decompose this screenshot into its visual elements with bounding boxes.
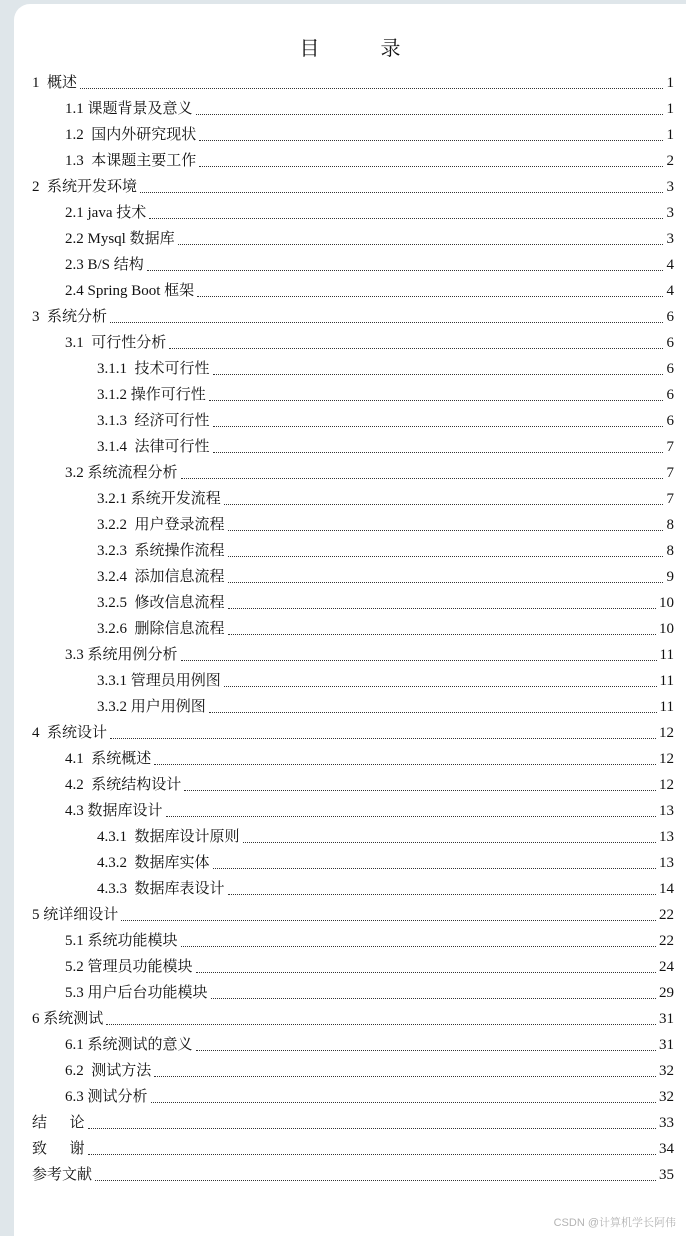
toc-entry-page-number: 31 <box>659 1037 674 1053</box>
toc-entry-page-number: 4 <box>666 283 674 299</box>
toc-entry-label: 2 系统开发环境 <box>32 179 138 195</box>
toc-entry-label: 3 系统分析 <box>32 309 108 325</box>
toc-entry-label: 4 系统设计 <box>32 725 108 741</box>
document-page <box>14 4 686 1236</box>
toc-entry-label: 6.1 系统测试的意义 <box>65 1037 193 1053</box>
dot-leader <box>209 399 663 401</box>
toc-entry-page-number: 7 <box>666 465 674 481</box>
dot-leader <box>184 789 656 791</box>
toc-entry[interactable] <box>14 667 686 693</box>
dot-leader <box>196 971 656 973</box>
toc-entry-page-number: 13 <box>659 829 674 845</box>
dot-leader <box>166 815 656 817</box>
dot-leader <box>213 451 663 453</box>
dot-leader <box>209 711 657 713</box>
toc-entry[interactable] <box>14 719 686 745</box>
toc-title: 目 录 <box>299 38 429 60</box>
dot-leader <box>151 1101 656 1103</box>
toc-entry-page-number: 1 <box>666 75 674 91</box>
toc-entry-label: 4.3.3 数据库表设计 <box>97 881 225 897</box>
toc-entry-label: 4.2 系统结构设计 <box>65 777 182 793</box>
toc-entry[interactable] <box>14 953 686 979</box>
toc-entry-page-number: 33 <box>659 1115 674 1131</box>
toc-entry[interactable] <box>14 901 686 927</box>
toc-entry-label: 4.1 系统概述 <box>65 751 152 767</box>
toc-entry[interactable] <box>14 69 686 95</box>
toc-entry[interactable] <box>14 407 686 433</box>
toc-entry[interactable] <box>14 173 686 199</box>
dot-leader <box>228 555 663 557</box>
toc-entry-label: 致 谢 <box>32 1141 85 1157</box>
toc-entry[interactable] <box>14 1005 686 1031</box>
toc-entry-page-number: 10 <box>659 621 674 637</box>
toc-entry[interactable] <box>14 511 686 537</box>
toc-entry-page-number: 6 <box>666 361 674 377</box>
dot-leader <box>228 607 656 609</box>
dot-leader <box>178 243 663 245</box>
toc-entry-page-number: 31 <box>659 1011 674 1027</box>
toc-entry[interactable] <box>14 641 686 667</box>
toc-entry[interactable] <box>14 1057 686 1083</box>
toc-entry[interactable] <box>14 329 686 355</box>
toc-entry-page-number: 35 <box>659 1167 674 1183</box>
toc-entry-label: 3.2.1 系统开发流程 <box>97 491 221 507</box>
dot-leader <box>196 1049 656 1051</box>
dot-leader <box>121 919 656 921</box>
toc-entry[interactable] <box>14 1161 686 1187</box>
toc-entry-label: 3.1.1 技术可行性 <box>97 361 210 377</box>
dot-leader <box>88 1153 656 1155</box>
toc-entry-label: 3.3.2 用户用例图 <box>97 699 206 715</box>
toc-entry-label: 结 论 <box>32 1115 85 1131</box>
toc-entry[interactable] <box>14 1031 686 1057</box>
toc-entry[interactable] <box>14 745 686 771</box>
toc-entry-label: 6.2 测试方法 <box>65 1063 152 1079</box>
toc-entry-page-number: 10 <box>659 595 674 611</box>
toc-entry-page-number: 14 <box>659 881 674 897</box>
toc-entry-page-number: 12 <box>659 777 674 793</box>
toc-entry-page-number: 6 <box>666 413 674 429</box>
toc-entry[interactable] <box>14 693 686 719</box>
dot-leader <box>181 659 657 661</box>
toc-entry-label: 1.2 国内外研究现状 <box>65 127 197 143</box>
toc-entry[interactable] <box>14 303 686 329</box>
toc-entry[interactable] <box>14 277 686 303</box>
toc-entry-page-number: 1 <box>666 101 674 117</box>
toc-entry[interactable] <box>14 225 686 251</box>
dot-leader <box>213 867 656 869</box>
toc-entry[interactable] <box>14 147 686 173</box>
toc-entry[interactable] <box>14 1135 686 1161</box>
toc-entry[interactable] <box>14 433 686 459</box>
toc-entry[interactable] <box>14 1109 686 1135</box>
toc-entry-page-number: 3 <box>666 179 674 195</box>
dot-leader <box>88 1127 656 1129</box>
toc-entry[interactable] <box>14 537 686 563</box>
toc-entry-label: 5 统详细设计 <box>32 907 119 923</box>
dot-leader <box>224 685 657 687</box>
toc-entry-label: 3.1.2 操作可行性 <box>97 387 206 403</box>
toc-entry-page-number: 8 <box>666 517 674 533</box>
toc-entry-page-number: 24 <box>659 959 674 975</box>
dot-leader <box>140 191 663 193</box>
toc-entry-label: 5.1 系统功能模块 <box>65 933 178 949</box>
dot-leader <box>110 737 656 739</box>
dot-leader <box>211 997 656 999</box>
toc-entry-page-number: 11 <box>659 699 674 715</box>
toc-entry[interactable] <box>14 875 686 901</box>
toc-entry-page-number: 11 <box>659 673 674 689</box>
toc-entry-page-number: 6 <box>666 309 674 325</box>
toc-entry-label: 5.2 管理员功能模块 <box>65 959 193 975</box>
toc-entry-page-number: 32 <box>659 1063 674 1079</box>
toc-entry-label: 1.1 课题背景及意义 <box>65 101 193 117</box>
toc-entry-page-number: 12 <box>659 751 674 767</box>
dot-leader <box>95 1179 656 1181</box>
dot-leader <box>181 945 656 947</box>
toc-entry-label: 5.3 用户后台功能模块 <box>65 985 208 1001</box>
toc-entry-page-number: 22 <box>659 933 674 949</box>
dot-leader <box>154 763 656 765</box>
dot-leader <box>197 295 663 297</box>
table-of-contents <box>14 69 686 1187</box>
toc-entry-label: 2.4 Spring Boot 框架 <box>65 283 195 299</box>
toc-entry-label: 3.2.6 删除信息流程 <box>97 621 225 637</box>
toc-entry[interactable] <box>14 563 686 589</box>
toc-entry-page-number: 7 <box>666 439 674 455</box>
toc-entry-label: 3.2.3 系统操作流程 <box>97 543 225 559</box>
dot-leader <box>154 1075 656 1077</box>
toc-entry-label: 3.2.5 修改信息流程 <box>97 595 225 611</box>
toc-entry-label: 4.3.2 数据库实体 <box>97 855 210 871</box>
toc-entry-label: 参考文献 <box>32 1167 93 1183</box>
toc-entry[interactable] <box>14 823 686 849</box>
dot-leader <box>243 841 656 843</box>
dot-leader <box>228 633 656 635</box>
dot-leader <box>181 477 663 479</box>
toc-entry-page-number: 1 <box>666 127 674 143</box>
toc-entry-page-number: 6 <box>666 387 674 403</box>
toc-entry-page-number: 32 <box>659 1089 674 1105</box>
toc-entry[interactable] <box>14 589 686 615</box>
toc-entry-label: 4.3 数据库设计 <box>65 803 163 819</box>
toc-entry-label: 3.3 系统用例分析 <box>65 647 178 663</box>
toc-entry-label: 1.3 本课题主要工作 <box>65 153 197 169</box>
toc-entry[interactable] <box>14 459 686 485</box>
toc-entry-label: 6 系统测试 <box>32 1011 104 1027</box>
toc-entry-page-number: 12 <box>659 725 674 741</box>
toc-entry-label: 3.2.2 用户登录流程 <box>97 517 225 533</box>
toc-entry-label: 4.3.1 数据库设计原则 <box>97 829 240 845</box>
toc-entry-label: 3.1.4 法律可行性 <box>97 439 210 455</box>
dot-leader <box>196 113 663 115</box>
toc-entry-page-number: 4 <box>666 257 674 273</box>
toc-entry-label: 1 概述 <box>32 75 78 91</box>
toc-entry[interactable] <box>14 771 686 797</box>
watermark: CSDN @计算机学长阿伟 <box>553 1217 676 1229</box>
toc-entry-label: 3.1.3 经济可行性 <box>97 413 210 429</box>
dot-leader <box>213 373 663 375</box>
toc-entry-label: 3.3.1 管理员用例图 <box>97 673 221 689</box>
dot-leader <box>228 529 663 531</box>
toc-entry-page-number: 22 <box>659 907 674 923</box>
toc-entry[interactable] <box>14 199 686 225</box>
toc-entry[interactable] <box>14 979 686 1005</box>
toc-entry[interactable] <box>14 95 686 121</box>
dot-leader <box>169 347 663 349</box>
toc-entry[interactable] <box>14 615 686 641</box>
toc-entry-label: 2.3 B/S 结构 <box>65 257 144 273</box>
toc-entry-page-number: 11 <box>659 647 674 663</box>
dot-leader <box>149 217 663 219</box>
toc-entry-label: 2.1 java 技术 <box>65 205 147 221</box>
toc-entry[interactable] <box>14 251 686 277</box>
toc-entry-page-number: 29 <box>659 985 674 1001</box>
dot-leader <box>228 893 656 895</box>
toc-entry-page-number: 2 <box>666 153 674 169</box>
toc-entry-page-number: 8 <box>666 543 674 559</box>
toc-entry-label: 2.2 Mysql 数据库 <box>65 231 175 247</box>
toc-entry-page-number: 3 <box>666 205 674 221</box>
toc-entry[interactable] <box>14 381 686 407</box>
toc-entry-page-number: 3 <box>666 231 674 247</box>
dot-leader <box>224 503 663 505</box>
dot-leader <box>80 87 663 89</box>
toc-entry-page-number: 13 <box>659 803 674 819</box>
dot-leader <box>213 425 663 427</box>
toc-entry[interactable] <box>14 355 686 381</box>
dot-leader <box>199 165 663 167</box>
toc-entry-page-number: 6 <box>666 335 674 351</box>
dot-leader <box>147 269 663 271</box>
toc-entry-page-number: 13 <box>659 855 674 871</box>
toc-entry-label: 6.3 测试分析 <box>65 1089 148 1105</box>
toc-entry[interactable] <box>14 1083 686 1109</box>
toc-entry-label: 3.2 系统流程分析 <box>65 465 178 481</box>
toc-entry[interactable] <box>14 121 686 147</box>
toc-entry[interactable] <box>14 849 686 875</box>
toc-entry-page-number: 7 <box>666 491 674 507</box>
dot-leader <box>199 139 663 141</box>
toc-entry[interactable] <box>14 927 686 953</box>
toc-entry-page-number: 34 <box>659 1141 674 1157</box>
dot-leader <box>228 581 663 583</box>
toc-entry[interactable] <box>14 485 686 511</box>
toc-entry-page-number: 9 <box>666 569 674 585</box>
toc-entry-label: 3.2.4 添加信息流程 <box>97 569 225 585</box>
toc-entry[interactable] <box>14 797 686 823</box>
dot-leader <box>110 321 663 323</box>
dot-leader <box>106 1023 656 1025</box>
toc-entry-label: 3.1 可行性分析 <box>65 335 167 351</box>
